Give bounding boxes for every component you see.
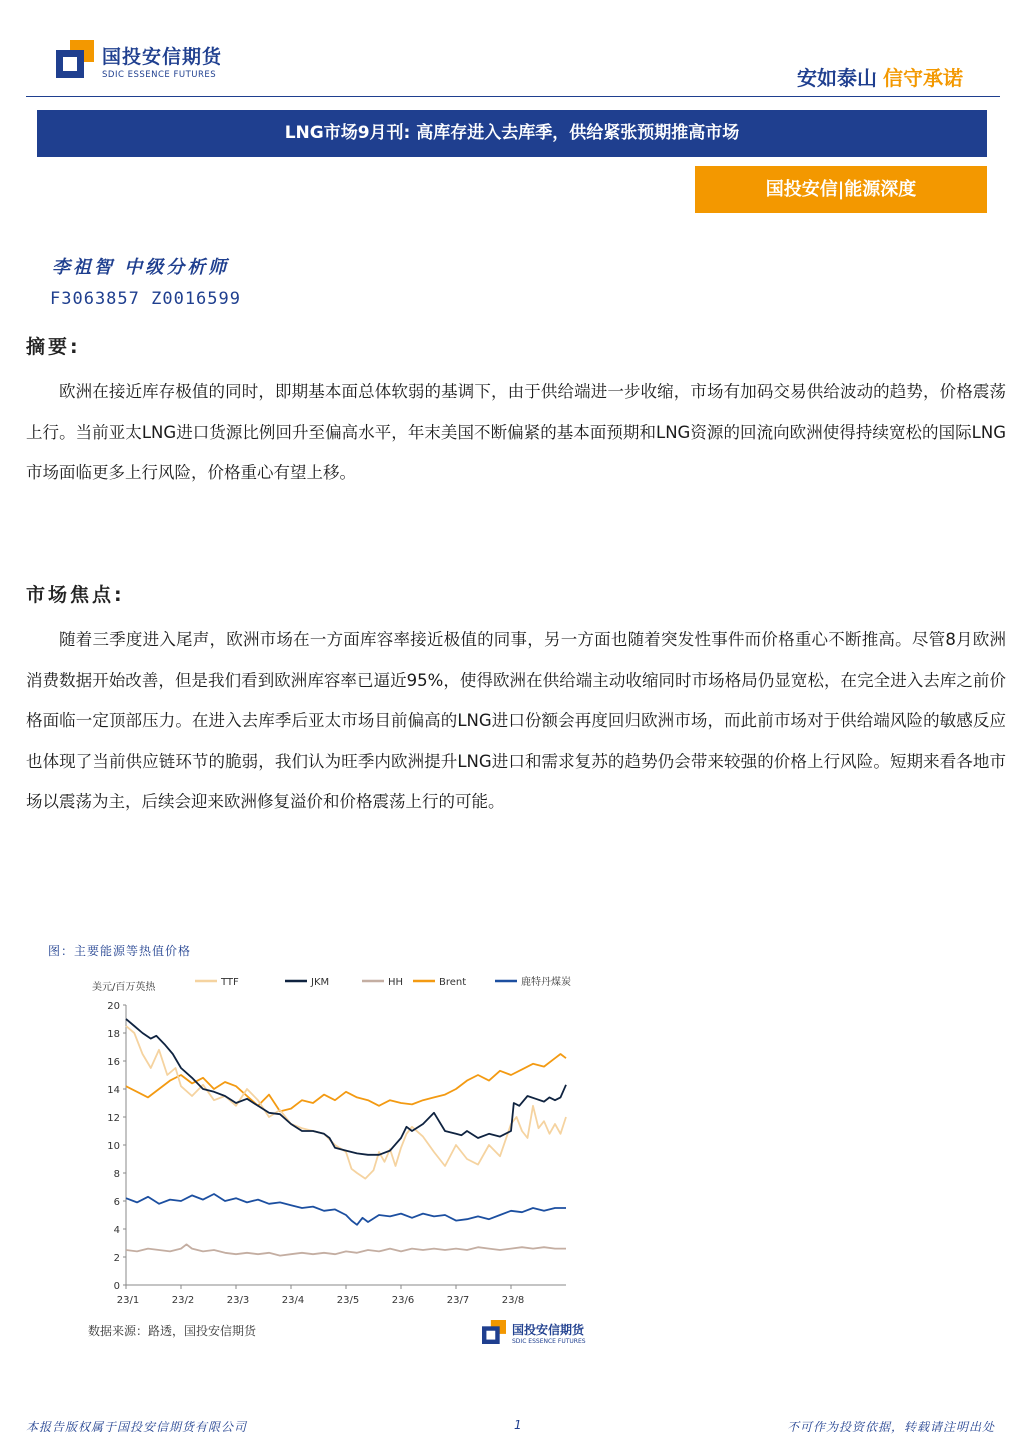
report-tag: 国投安信|能源深度 [695, 166, 987, 213]
x-tick-label: 23/8 [501, 1295, 525, 1306]
summary-heading: 摘要: [26, 336, 81, 358]
logo-mark-icon [482, 1320, 506, 1344]
page-number: 1 [514, 1418, 523, 1432]
y-tick-label: 12 [107, 1113, 120, 1124]
y-tick-label: 4 [113, 1225, 120, 1236]
x-tick-label: 23/4 [281, 1295, 305, 1306]
footer-disclaimer: 不可作为投资依据，转载请注明出处 [786, 1420, 995, 1434]
legend-label: JKM [311, 977, 330, 988]
logo-text-en: SDIC ESSENCE FUTURES [102, 70, 217, 80]
header-divider [26, 96, 1000, 97]
x-tick-label: 23/5 [336, 1295, 360, 1306]
logo-mark-icon [56, 40, 94, 78]
company-logo [56, 40, 256, 90]
legend-label: 鹿特丹煤炭 [521, 977, 571, 988]
chart-logo [482, 1320, 622, 1350]
chart-source: 数据来源：路透，国投安信期货 [88, 1324, 257, 1338]
chart-title: 图：主要能源等热值价格 [48, 944, 192, 958]
y-tick-label: 2 [113, 1253, 120, 1264]
y-tick-label: 18 [107, 1029, 120, 1040]
energy-price-chart [40, 960, 600, 1320]
y-tick-label: 6 [113, 1197, 120, 1208]
slogan-part1: 安如泰山 [797, 66, 877, 90]
x-tick-label: 23/2 [171, 1295, 195, 1306]
y-tick-label: 16 [107, 1057, 120, 1068]
author-id: F3063857 Z0016599 [50, 289, 241, 309]
slogan-part2: 信守承诺 [883, 66, 963, 90]
legend-label: TTF [221, 977, 239, 988]
series-line-鹿特丹煤炭 [126, 1194, 566, 1225]
footer-copyright: 本报告版权属于国投安信期货有限公司 [26, 1420, 248, 1434]
author-name: 李祖智 中级分析师 [52, 257, 230, 278]
logo-text-cn: 国投安信期货 [102, 46, 223, 68]
logo-text-en: SDIC ESSENCE FUTURES [512, 1338, 586, 1345]
x-tick-label: 23/1 [116, 1295, 140, 1306]
series-line-jkm [126, 1019, 566, 1155]
logo-text-cn: 国投安信期货 [512, 1323, 585, 1337]
x-tick-label: 23/3 [226, 1295, 250, 1306]
x-tick-label: 23/7 [446, 1295, 470, 1306]
y-tick-label: 10 [107, 1141, 120, 1152]
series-line-hh [126, 1244, 566, 1255]
y-tick-label: 8 [113, 1169, 120, 1180]
x-tick-label: 23/6 [391, 1295, 415, 1306]
y-tick-label: 0 [113, 1281, 120, 1292]
series-line-brent [126, 1054, 566, 1111]
focus-paragraph: 随着三季度进入尾声，欧洲市场在一方面库容率接近极值的同事，另一方面也随着突发性事件而价格重心不断推高。尽管8月欧洲消费数据开始改善，但是我们看到欧洲库容率已逼近95%，使得欧洲在供给端主动收缩同时市场格局仍显宽松，在完全进入去库之前价格面临一定顶部压力。在进入去库季后亚太市场目前偏高的LNG进口份额会再度回归欧洲市场，而此前市场对于供给端风险的敏感反应也体现了当前供应链环节的脆弱，我们认为旺季内欧洲提升LNG进口和需求复苏的趋势仍会带来较强的价格上行风险。短期来看各地市场以震荡为主，后续会迎来欧洲修复溢价和价格震荡上行的可能。 [26, 630, 1006, 812]
slogan [797, 62, 963, 91]
report-title: LNG市场9月刊: 高库存进入去库季，供给紧张预期推高市场 [37, 110, 987, 157]
summary-paragraph: 欧洲在接近库存极值的同时，即期基本面总体软弱的基调下，由于供给端进一步收缩，市场有加码交易供给波动的趋势，价格震荡上行。当前亚太LNG进口货源比例回升至偏高水平，年末美国不断偏紧的基本面预期和LNG资源的回流向欧洲使得持续宽松的国际LNG市场面临更多上行风险，价格重心有望上移。 [26, 382, 1006, 483]
y-tick-label: 14 [107, 1085, 120, 1096]
series-line-ttf [126, 1026, 566, 1179]
y-tick-label: 20 [107, 1001, 120, 1012]
legend-label: Brent [439, 977, 467, 988]
legend-label: HH [388, 977, 404, 988]
focus-heading: 市场焦点: [26, 584, 125, 606]
y-axis-label: 美元/百万英热 [92, 982, 156, 993]
